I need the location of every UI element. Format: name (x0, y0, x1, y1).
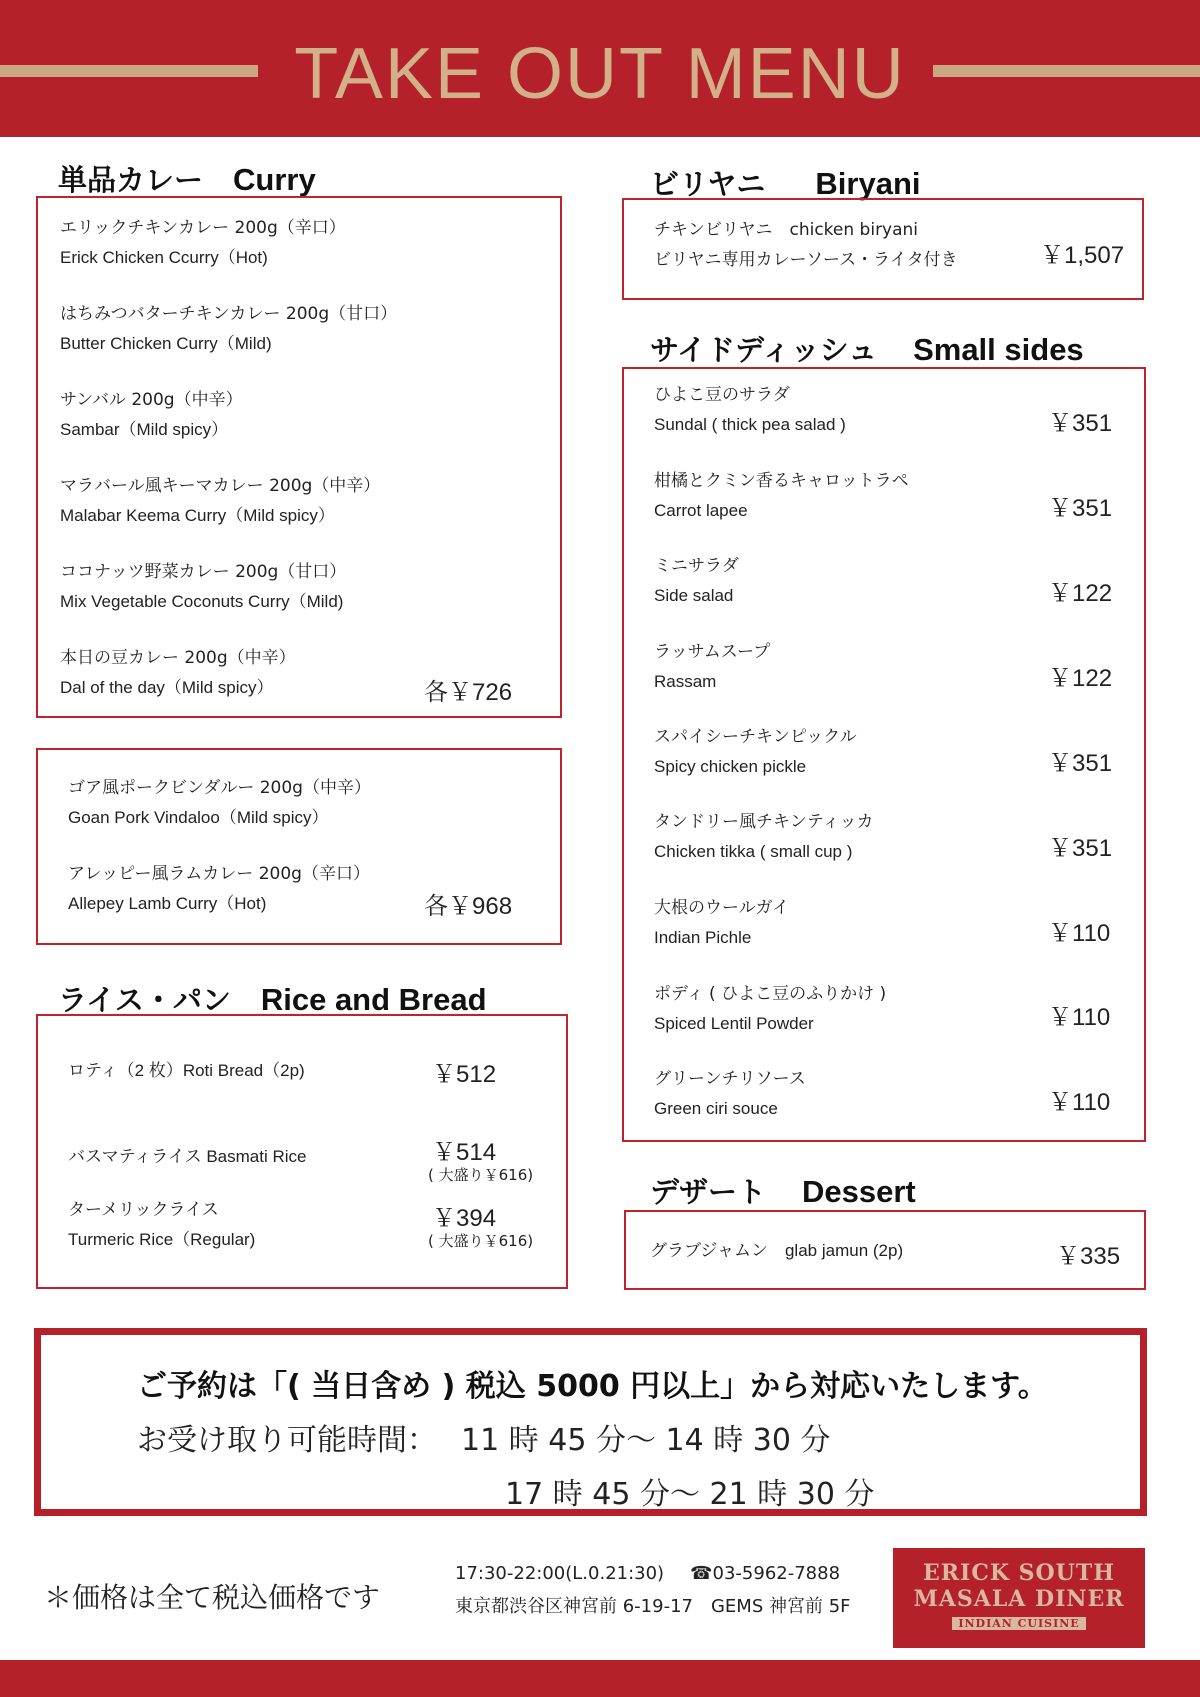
item-name-en: Mix Vegetable Coconuts Curry（Mild) (60, 592, 344, 611)
item-name-jp: ココナッツ野菜カレー 200g（甘口） (60, 562, 347, 582)
address: 東京都渋谷区神宮前 6-19-17 GEMS 神宮前 5F (455, 1596, 851, 1617)
menu-item (60, 558, 346, 616)
rice-title-en: Rice and Bread (260, 982, 487, 1017)
item-price: ￥351 (1048, 835, 1113, 862)
menu-item (68, 1142, 306, 1171)
sides-title-en: Small sides (913, 332, 1084, 367)
sides-box (622, 367, 1146, 1142)
item-name-jp: ひよこ豆のサラダ (654, 385, 790, 405)
item-name-en: Sundal ( thick pea salad ) (654, 415, 846, 434)
item-name-jp: ターメリックライス (68, 1200, 219, 1220)
item-name-jp: 大根のウールガイ (654, 898, 790, 918)
header-banner (0, 0, 1200, 137)
item-name-en: Spiced Lentil Powder (654, 1014, 814, 1033)
item-name-en: Dal of the day（Mild spicy） (60, 678, 274, 697)
menu-item (654, 808, 873, 866)
item-name-jp: アレッピー風ラムカレー 200g（辛口） (68, 864, 370, 884)
item-name-jp: 本日の豆カレー 200g（中辛） (60, 648, 296, 668)
item-name-jp: サンバル 200g（中辛） (60, 390, 243, 410)
item-name-jp: 柑橘とクミン香るキャロットラペ (654, 471, 909, 491)
menu-item (60, 386, 243, 444)
phone-number: ☎03-5962-7888 (690, 1563, 841, 1584)
menu-item (68, 1196, 255, 1254)
item-name-jp: はちみつバターチキンカレー 200g（甘口） (60, 304, 398, 324)
item-price: ￥122 (1048, 580, 1113, 607)
reservation-notice (34, 1328, 1147, 1516)
menu-item (654, 1065, 806, 1123)
item-name-en: Chicken tikka ( small cup ) (654, 842, 853, 861)
item-name-en: Goan Pork Vindaloo（Mild spicy） (68, 808, 329, 827)
item-name-jp: ポディ ( ひよこ豆のふりかけ ) (654, 984, 887, 1004)
item-price: ￥110 (1048, 1089, 1111, 1116)
biryani-box (622, 198, 1144, 300)
item-name-en: Indian Pichle (654, 928, 752, 947)
item-name-en: Erick Chicken Ccurry（Hot) (60, 248, 268, 267)
item-name-jp: マラバール風キーマカレー 200g（中辛） (60, 476, 381, 496)
item-name-en: Spicy chicken pickle (654, 757, 807, 776)
item-price: ￥1,507 (1040, 242, 1125, 269)
biryani-section-title (650, 162, 921, 203)
item-name-jp: グリーンチリソース (654, 1069, 806, 1089)
contact-info (455, 1557, 851, 1623)
curry-title-jp: 単品カレー (58, 163, 204, 197)
curry-group2-price: 各￥968 (424, 893, 513, 920)
menu-item (654, 638, 770, 696)
item-name-jp: タンドリー風チキンティッカ (654, 812, 874, 832)
item-name-en: ロティ（2 枚）Roti Bread（2p) (68, 1061, 305, 1080)
reservation-condition: ご予約は「( 当日含め ) 税込 5000 円以上」から対応いたします。 (137, 1369, 1048, 1404)
rice-box (36, 1014, 568, 1289)
tax-note: ＊価格は全て税込価格です (44, 1581, 381, 1614)
menu-item (654, 894, 789, 952)
menu-item (68, 1056, 305, 1085)
sides-section-title (650, 328, 1084, 369)
item-price: ￥335 (1056, 1243, 1121, 1270)
curry-section-title (58, 158, 316, 199)
footer-bar (0, 1660, 1200, 1697)
menu-item (60, 214, 346, 272)
curry-title-en: Curry (233, 162, 316, 197)
item-name-jp: ミニサラダ (654, 556, 739, 576)
logo-line-1: ERICK SOUTH (922, 1560, 1116, 1586)
menu-item (68, 774, 371, 832)
pickup-hours-label: お受け取り可能時間： (137, 1423, 437, 1458)
rice-title-jp: ライス・パン (58, 983, 231, 1017)
opening-hours: 17:30-22:00(L.0.21:30) (455, 1563, 665, 1584)
item-name-jp: ゴア風ポークビンダルー 200g（中辛） (68, 778, 371, 798)
menu-item (650, 1236, 903, 1265)
pickup-hours-row-2 (137, 1469, 874, 1513)
menu-item (654, 980, 886, 1038)
item-price: ￥351 (1048, 750, 1113, 777)
item-price: ￥122 (1048, 665, 1113, 692)
item-name-en: Carrot lapee (654, 501, 748, 520)
item-name-en: Side salad (654, 586, 734, 605)
item-name-en: Allepey Lamb Curry（Hot) (68, 894, 267, 913)
item-price: ￥512 (432, 1061, 497, 1088)
item-name-en: バスマティライス Basmati Rice (68, 1147, 307, 1166)
logo-line-2: MASALA DINER (913, 1586, 1125, 1612)
item-name: グラブジャムン glab jamun (2p) (650, 1241, 904, 1260)
biryani-title-en: Biryani (815, 166, 921, 201)
sides-title-jp: サイドディッシュ (650, 333, 878, 367)
item-price: ￥514 (432, 1139, 497, 1166)
dessert-title-en: Dessert (802, 1174, 916, 1209)
item-name-en: Malabar Keema Curry（Mild spicy） (60, 506, 335, 525)
item-name-jp: エリックチキンカレー 200g（辛口） (60, 218, 346, 238)
item-name-jp: ラッサムスープ (654, 642, 771, 662)
curry-group1-price: 各￥726 (424, 679, 513, 706)
item-name-jp: チキンビリヤニ chicken biryani (654, 220, 919, 240)
menu-item (60, 300, 397, 358)
item-price: ￥351 (1048, 410, 1113, 437)
dessert-section-title (650, 1170, 916, 1211)
pickup-time-2: 17 時 45 分〜 21 時 30 分 (505, 1477, 875, 1512)
item-price-large: ( 大盛り￥616) (428, 1166, 534, 1184)
item-price: ￥351 (1048, 495, 1113, 522)
curry-box-1 (36, 196, 562, 718)
item-name-en: Green ciri souce (654, 1099, 778, 1118)
pickup-hours-row-1 (137, 1415, 830, 1459)
page-title: TAKE OUT MENU (294, 34, 906, 114)
biryani-title-jp: ビリヤニ (650, 167, 766, 201)
menu-item (60, 644, 296, 702)
menu-item (654, 467, 909, 525)
menu-item (68, 860, 370, 918)
menu-item (654, 723, 857, 781)
item-price: ￥110 (1048, 1004, 1111, 1031)
logo-line-3: INDIAN CUISINE (952, 1617, 1085, 1630)
menu-item (654, 216, 958, 274)
item-name-en: Sambar（Mild spicy） (60, 420, 229, 439)
menu-item (654, 552, 739, 610)
dessert-box (624, 1210, 1146, 1290)
item-name-jp: スパイシーチキンピックル (654, 727, 857, 747)
restaurant-logo (893, 1548, 1145, 1648)
item-name-en: Turmeric Rice（Regular) (68, 1230, 256, 1249)
item-name-en: Rassam (654, 672, 717, 691)
menu-item (60, 472, 380, 530)
curry-box-2 (36, 748, 562, 945)
item-name-en: Butter Chicken Curry（Mild) (60, 334, 272, 353)
rice-section-title (58, 978, 487, 1019)
pickup-time-1: 11 時 45 分〜 14 時 30 分 (461, 1423, 831, 1458)
menu-item (654, 381, 846, 439)
item-price: ￥110 (1048, 920, 1111, 947)
item-price-large: ( 大盛り￥616) (428, 1232, 534, 1250)
item-note: ビリヤニ専用カレーソース・ライタ付き (654, 250, 958, 269)
dessert-title-jp: デザート (650, 1175, 767, 1209)
item-price: ￥394 (432, 1205, 497, 1232)
